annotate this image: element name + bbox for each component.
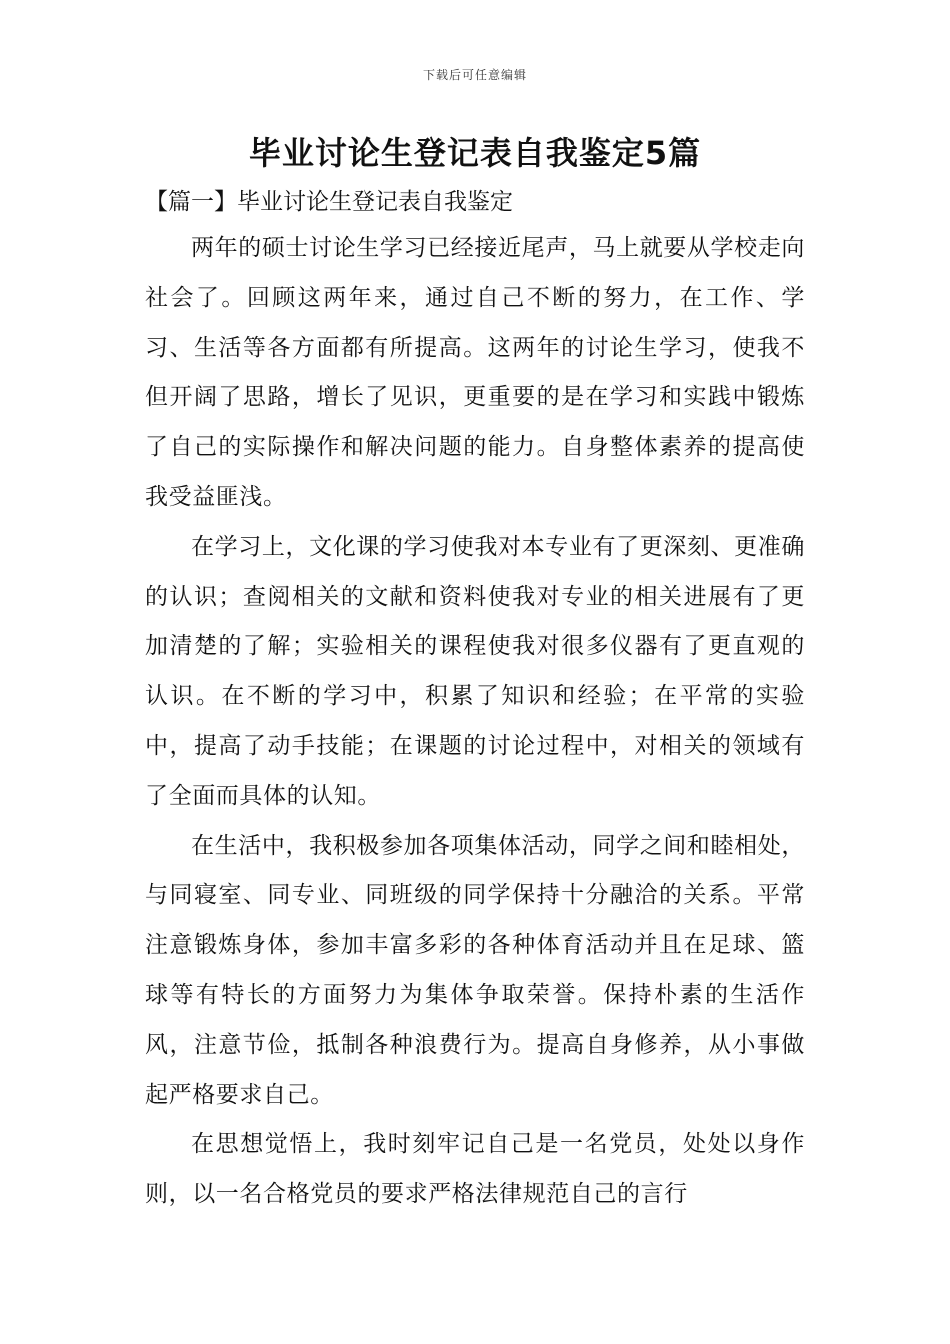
document-body: [145, 224, 805, 1220]
document-title: 毕业讨论生登记表自我鉴定5篇: [248, 134, 702, 172]
paragraph: 在生活中，我积极参加各项集体活动，同学之间和睦相处，与同寝室、同专业、同班级的同学保持十分融洽的关系。平常注意锻炼身体，参加丰富多彩的各种体育活动并且在足球、篮球等有特长的方面努力为集体争取荣誉。保持朴素的生活作风，注意节俭，抵制各种浪费行为。提高自身修养，从小事做起严格要求自己。: [145, 832, 805, 1108]
paragraph: 在学习上，文化课的学习使我对本专业有了更深刻、更准确的认识；查阅相关的文献和资料使我对专业的相关进展有了更加清楚的了解；实验相关的课程使我对很多仪器有了更直观的认识。在不断的学习中，积累了知识和经验；在平常的实验中，提高了动手技能；在课题的讨论过程中，对相关的领域有了全面而具体的认知。: [145, 533, 805, 809]
section-heading: 【篇一】毕业讨论生登记表自我鉴定: [145, 189, 513, 215]
paragraph: 两年的硕士讨论生学习已经接近尾声，马上就要从学校走向社会了。回顾这两年来，通过自己不断的努力，在工作、学习、生活等各方面都有所提高。这两年的讨论生学习，使我不但开阔了思路，增长了见识，更重要的是在学习和实践中锻炼了自己的实际操作和解决问题的能力。自身整体素养的提高使我受益匪浅。: [145, 235, 805, 510]
paragraph: 在思想觉悟上，我时刻牢记自己是一名党员，处处以身作则，以一名合格党员的要求严格法律规范自己的言行: [145, 1131, 805, 1208]
header-note: 下载后可任意编辑: [422, 68, 527, 82]
